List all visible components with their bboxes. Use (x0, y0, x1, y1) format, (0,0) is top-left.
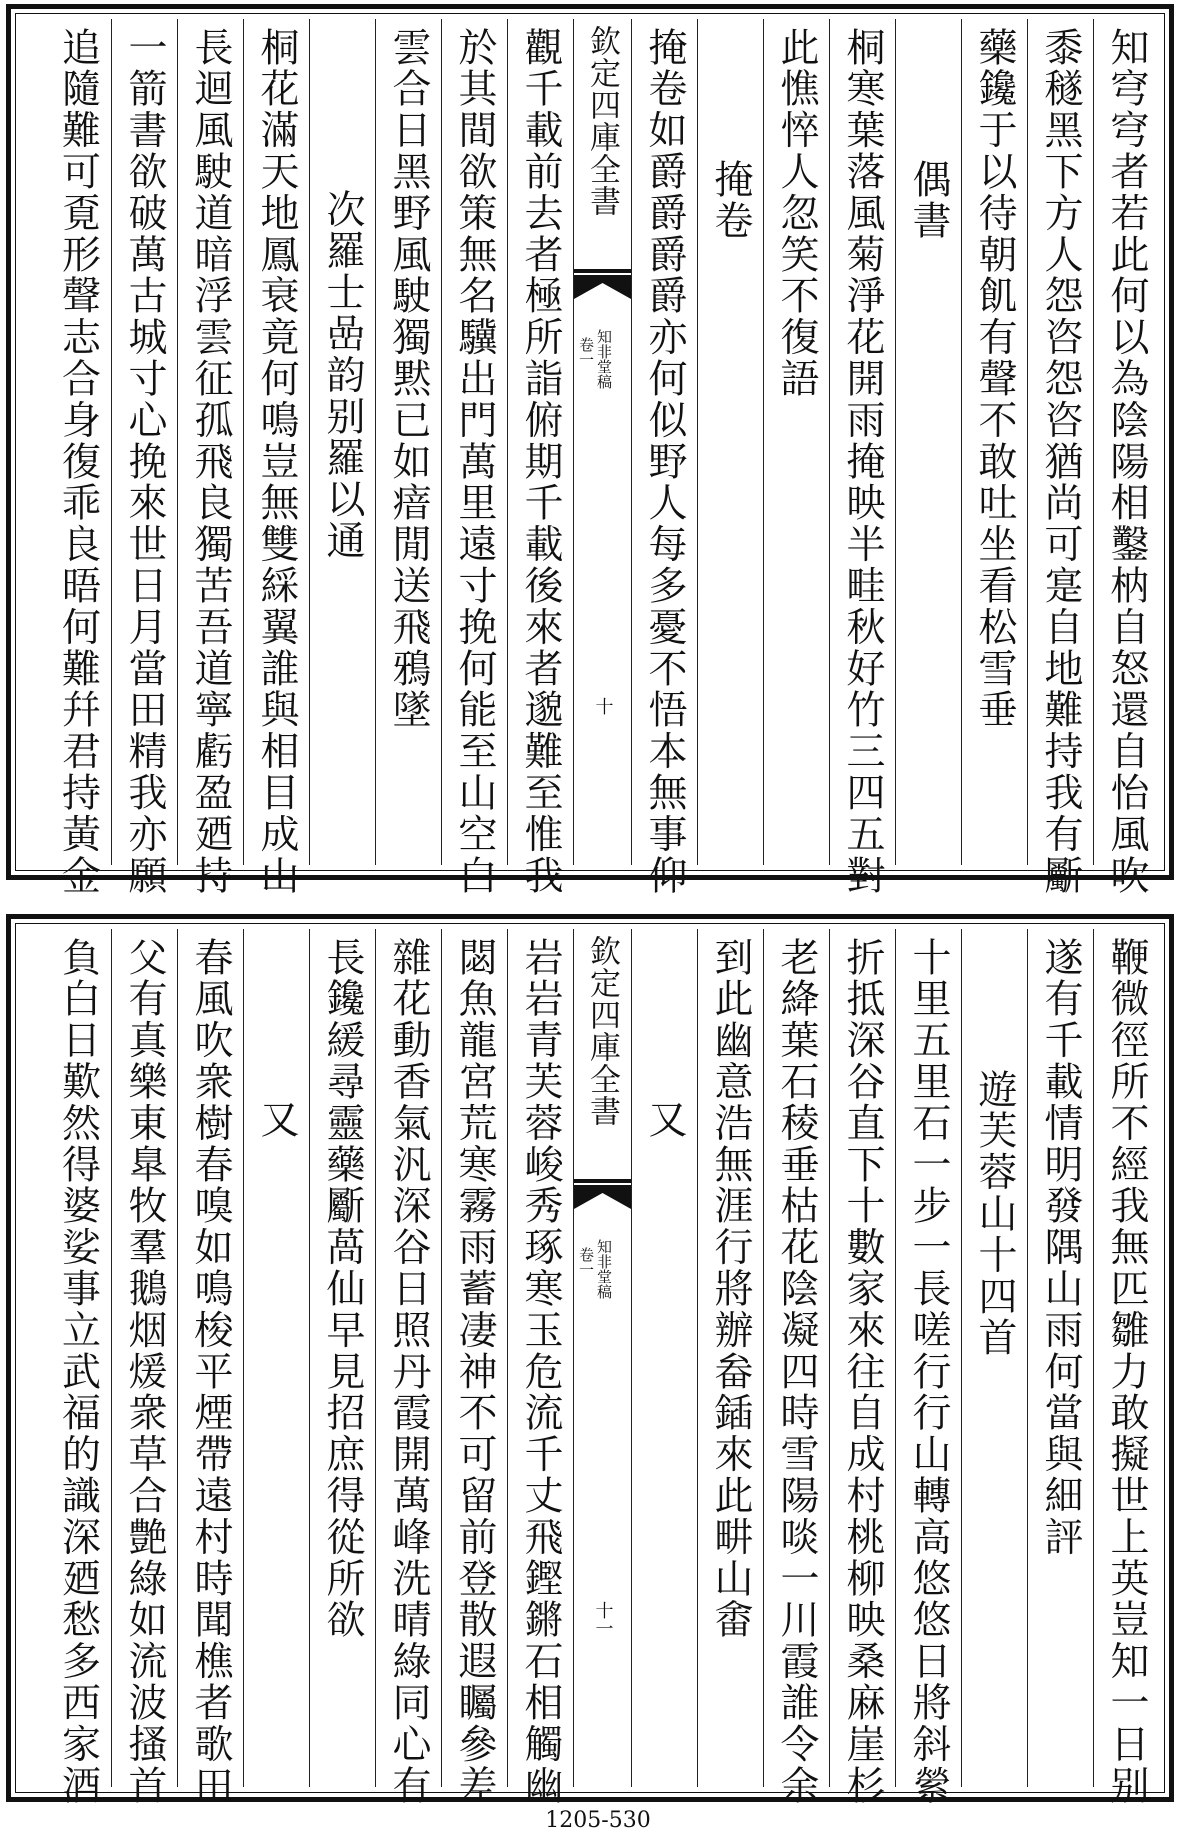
text-column (45, 19, 111, 897)
column-text: 岩岩青芙蓉峻秀琢寒玉危流千丈飛鏗鏘石相觸幽 (518, 937, 563, 1807)
text-column (45, 929, 111, 1807)
text-column (177, 19, 243, 897)
work-title: 知非堂稿 (595, 1239, 613, 1299)
text-column (111, 929, 177, 1807)
volume-number: 卷一 (577, 337, 595, 367)
column-text: 桐花滿天地鳳衰竟何鳴豈無雙綵翼誰與相目成山 (254, 27, 299, 897)
volume-number: 卷一 (577, 1247, 595, 1277)
column-text: 藥鑱于以待朝飢有聲不敢吐坐看松雪垂 (972, 27, 1017, 731)
text-column (697, 929, 763, 1787)
column-text: 知穹穹者若此何以為陰陽相鑿枘自怒還自怡風吹 (1104, 27, 1149, 897)
column-text: 遊芙蓉山十四首 (972, 1069, 1017, 1359)
column-text: 春風吹衆樹春嗅如鳴梭平煙帶遠村時聞樵者歌田 (188, 937, 233, 1807)
top-page-columns (21, 19, 1159, 897)
column-text: 桐寒葉落風菊淨花開雨掩映半畦秋好竹三四五對 (840, 27, 885, 897)
text-column (177, 929, 243, 1807)
text-column (763, 929, 829, 1807)
column-text: 折抵深谷直下十數家來往自成村桃柳映桑麻崖杉 (840, 937, 885, 1807)
text-column (895, 19, 961, 865)
text-column (441, 929, 507, 1807)
column-text: 又 (642, 1099, 687, 1141)
text-column (1027, 19, 1093, 897)
text-column (631, 19, 697, 897)
text-column (309, 929, 375, 1787)
text-column (507, 19, 573, 897)
collection-title: 欽定四庫全書 (584, 25, 620, 217)
fishtail-ornament-icon (574, 269, 631, 303)
column-text: 偶書 (906, 159, 951, 242)
column-text: 長鑱緩尋靈藥斸萵仙早見招庶得從所欲 (320, 937, 365, 1641)
text-column (243, 929, 309, 1787)
column-text: 觀千載前去者極所詣俯期千載後來者邈難至惟我 (518, 27, 563, 897)
column-text: 黍穟黑下方人怨咨怨咨猶尚可寔自地難持我有斸 (1038, 27, 1083, 897)
text-column (961, 19, 1027, 865)
fishtail-mark (574, 269, 631, 303)
fishtail-ornament-icon (574, 1179, 631, 1213)
column-text: 一箭書欲破萬古城寸心挽來世日月當田精我亦願 (122, 27, 167, 897)
bottom-page-columns (21, 929, 1159, 1807)
column-text: 父有真樂東臯牧羣鵝烟煖衆草合艶綠如流波搔首 (122, 937, 167, 1807)
text-column (375, 929, 441, 1807)
column-text: 鞭微徑所不經我無匹雛力敢擬世上英豈知一日别 (1104, 937, 1149, 1807)
text-column (375, 19, 441, 865)
folio-number: 十 (592, 697, 614, 715)
text-column (763, 19, 829, 865)
column-text: 十里五里石一步一長嗟行行山轉高悠悠日將斜縈 (906, 937, 951, 1807)
text-column (895, 929, 961, 1807)
center-margin-strip (573, 19, 631, 865)
column-text: 雲合日黑野風駛獨黙已如瘖閒送飛鴉墜 (386, 27, 431, 731)
column-text: 又 (254, 1099, 299, 1141)
text-column (1093, 929, 1159, 1807)
center-margin-strip (573, 929, 631, 1787)
column-text: 負白日歎然得婆娑事立武福的識深廼愁多西家酒 (55, 937, 101, 1807)
column-text: 追隨難可覔形聲志合身復乖良晤何難幷君持黃金 (55, 27, 101, 897)
page-code: 1205-530 (545, 1808, 651, 1833)
column-text: 於其間欲策無名驥出門萬里遠寸挽何能至山空白 (452, 27, 497, 897)
folio-number: 十一 (592, 1601, 614, 1637)
work-title: 知非堂稿 (595, 329, 613, 389)
collection-title: 欽定四庫全書 (584, 935, 620, 1127)
text-column (111, 19, 177, 897)
text-column (829, 929, 895, 1807)
text-column (507, 929, 573, 1807)
text-column (1093, 19, 1159, 897)
text-column (243, 19, 309, 897)
column-text: 到此幽意浩無涯行將辦畚鍤來此畊山畬 (708, 937, 753, 1641)
text-column (961, 929, 1027, 1787)
text-column (631, 929, 697, 1787)
text-column (1027, 929, 1093, 1787)
column-text: 遂有千載情明發隅山雨何當與細評 (1038, 937, 1083, 1558)
text-column (829, 19, 895, 897)
column-text: 掩卷如爵爵爵爵亦何似野人每多憂不悟本無事仰 (642, 27, 687, 897)
column-text: 掩卷 (708, 159, 753, 242)
text-column (309, 19, 375, 865)
text-column (697, 19, 763, 865)
column-text: 閟魚龍宮荒寒霧雨蓄凄神不可留前登散遐矚參差 (452, 937, 497, 1807)
fishtail-mark (574, 1179, 631, 1213)
column-text: 長迴風駛道暗浮雲征孤飛良獨苦吾道寧虧盈廼持 (188, 27, 233, 897)
column-text: 次羅士嵒韵别羅以通 (320, 189, 365, 562)
bottom-page (6, 914, 1174, 1807)
top-page (6, 4, 1174, 897)
text-column (441, 19, 507, 897)
column-text: 雜花動香氣汎深谷日照丹霞開萬峰洗晴綠同心有 (386, 937, 431, 1807)
column-text: 老絳葉石稜垂枯花陰凝四時雪陽啖一川霞誰令余 (774, 937, 819, 1807)
column-text: 此憔悴人忽笑不復語 (774, 27, 819, 400)
